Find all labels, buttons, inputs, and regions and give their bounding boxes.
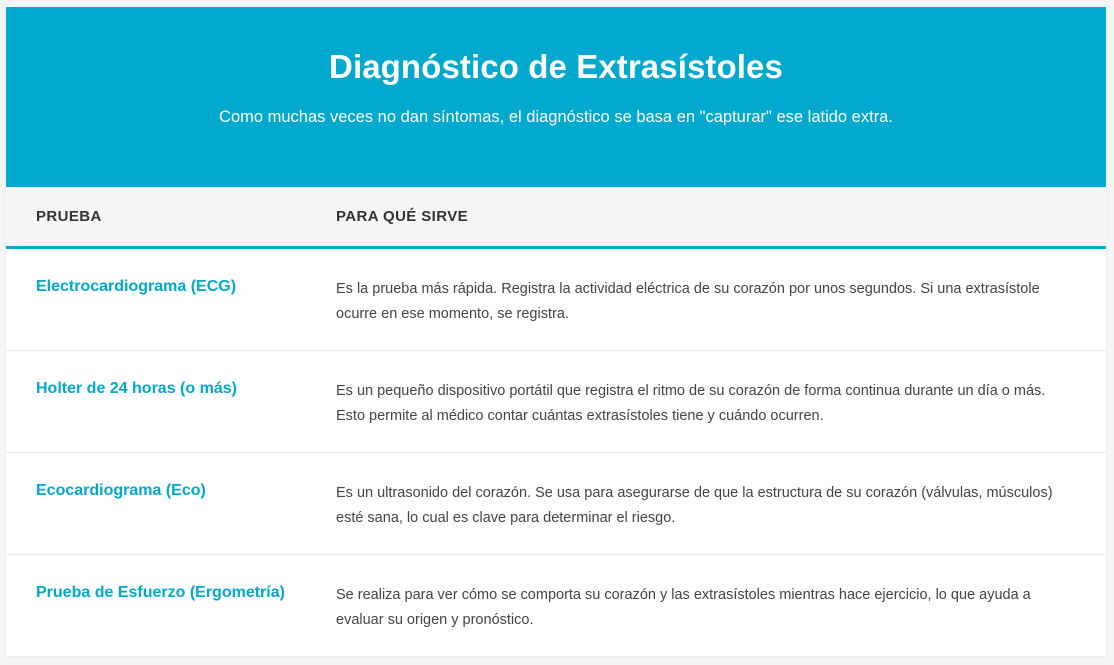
column-header-purpose: PARA QUÉ SIRVE — [336, 208, 469, 225]
test-purpose: Es un pequeño dispositivo portátil que registra el ritmo de su corazón de forma continua durante un día o más. Esto permite al médico contar cuántas extrasístoles tiene y cuándo ocurren. — [336, 383, 1046, 424]
column-header-test: PRUEBA — [36, 208, 102, 225]
test-name: Holter de 24 horas (o más) — [36, 380, 237, 397]
table-row — [6, 555, 1106, 656]
test-name: Ecocardiograma (Eco) — [36, 482, 206, 499]
test-name: Prueba de Esfuerzo (Ergometría) — [36, 584, 285, 601]
hero-banner — [6, 7, 1106, 187]
table-header — [6, 187, 1106, 249]
test-purpose: Es un ultrasonido del corazón. Se usa para asegurarse de que la estructura de su corazón (válvulas, músculos) esté sana, lo cual es clave para determinar el riesgo. — [336, 485, 1053, 526]
page-title: Diagnóstico de Extrasístoles — [329, 48, 783, 85]
diagnosis-card — [6, 7, 1106, 656]
table-row — [6, 249, 1106, 351]
test-purpose: Se realiza para ver cómo se comporta su corazón y las extrasístoles mientras hace ejercicio, lo que ayuda a evaluar su origen y pronóstico. — [336, 587, 1031, 628]
table-row — [6, 453, 1106, 555]
table-body — [6, 249, 1106, 656]
page-subtitle: Como muchas veces no dan síntomas, el diagnóstico se basa en "capturar" ese latido extra. — [219, 108, 893, 126]
test-purpose: Es la prueba más rápida. Registra la actividad eléctrica de su corazón por unos segundos. Si una extrasístole ocurre en ese momento, se registra. — [336, 281, 1040, 322]
table-row — [6, 351, 1106, 453]
test-name: Electrocardiograma (ECG) — [36, 278, 237, 295]
